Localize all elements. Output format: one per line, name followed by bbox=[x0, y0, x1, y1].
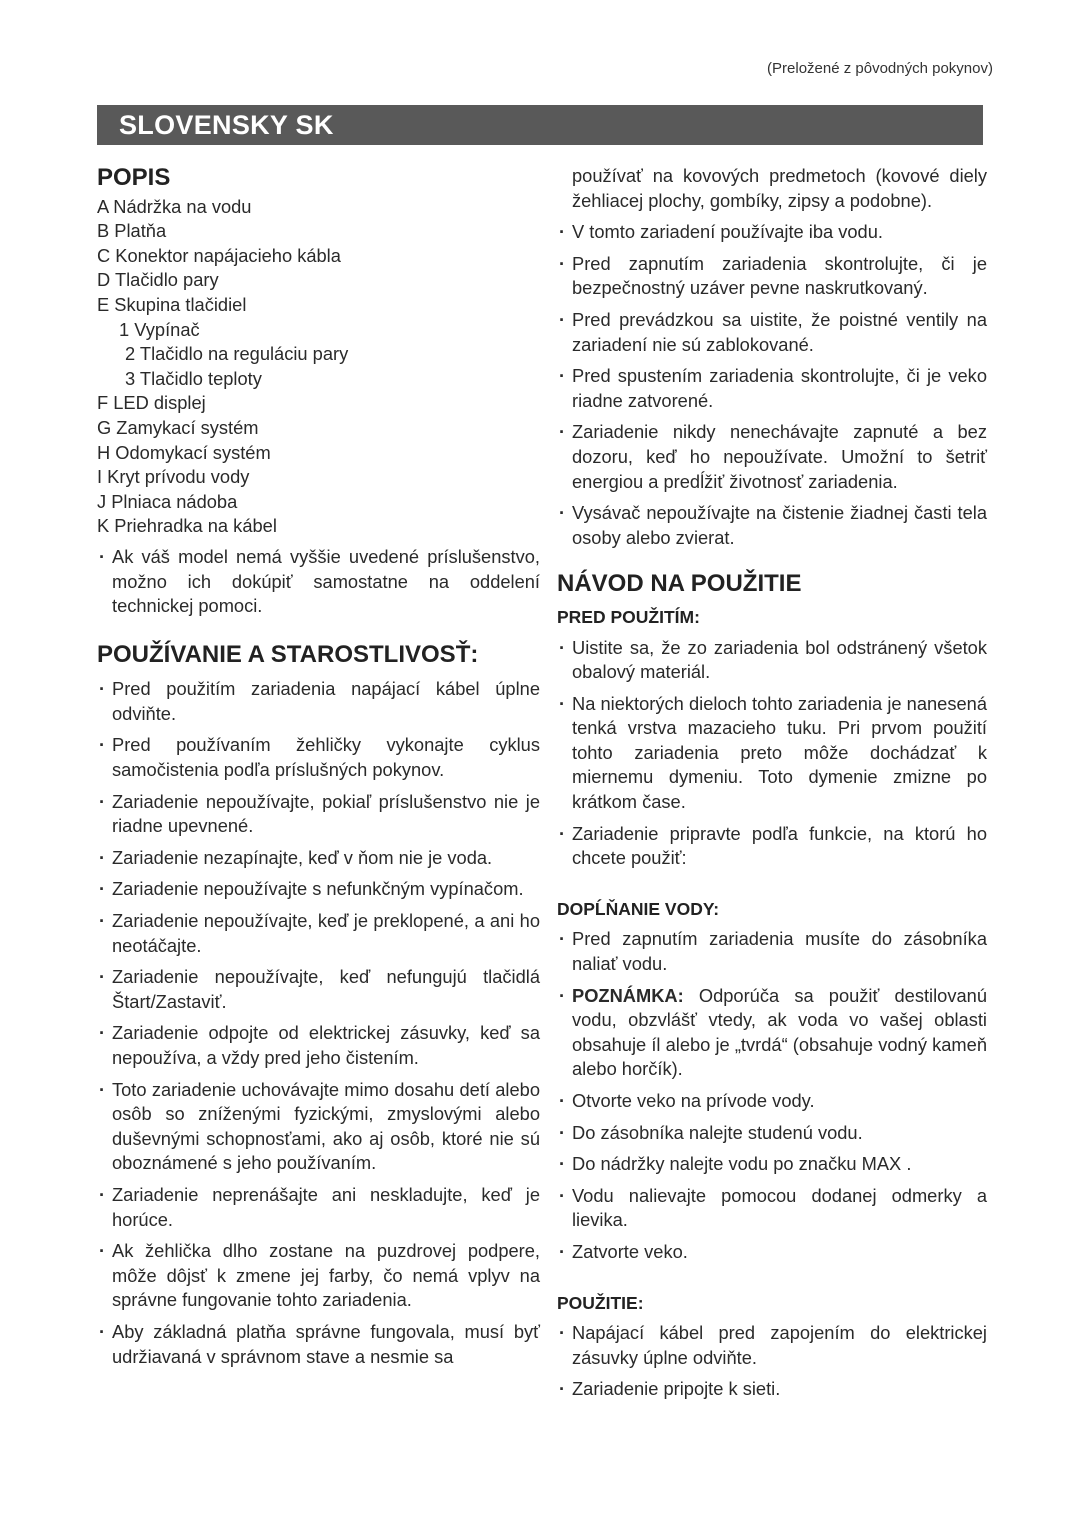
usage-item: · Zariadenie nikdy nenechávajte zapnuté a bez dozoru, keď ho nepoužívate. Umožní to šetriť energiou a predĺžiť životnosť zariadenia. bbox=[557, 420, 987, 494]
usage-item: · Pred spustením zariadenia skontrolujte, či je veko riadne zatvorené. bbox=[557, 364, 987, 413]
part-item: G Zamykací systém bbox=[97, 416, 259, 438]
usage-item: · Zariadenie nepoužívajte s nefunkčným vypínačom. bbox=[97, 877, 540, 902]
usage-item: · Pred používaním žehličky vykonajte cyklus samočistenia podľa príslušných pokynov. bbox=[97, 733, 540, 782]
usage-item: · Pred použitím zariadenia napájací kábel úplne odviňte. bbox=[97, 677, 540, 726]
part-subitem: 1 Vypínač bbox=[119, 318, 200, 340]
usage-item: · Pred zapnutím zariadenia skontrolujte, či je bezpečnostný uzáver pevne naskrutkovaný. bbox=[557, 252, 987, 301]
part-item: C Konektor napájacieho kábla bbox=[97, 244, 341, 266]
part-item: H Odomykací systém bbox=[97, 441, 271, 463]
usage-item: · Zariadenie nepoužívajte, keď je preklopené, a ani ho neotáčajte. bbox=[97, 909, 540, 958]
use-list bbox=[557, 1321, 987, 1402]
use-item: · Zariadenie pripojte k sieti. bbox=[557, 1377, 987, 1402]
usage-continuation: používať na kovových predmetoch (kovové diely žehliacej plochy, gombíky, zipsy a podobne). bbox=[572, 165, 987, 211]
before-use-item: · Uistite sa, že zo zariadenia bol odstránený všetok obalový materiál. bbox=[557, 636, 987, 685]
usage-item: · Zariadenie nepoužívajte, keď nefungujú tlačidlá Štart/Zastaviť. bbox=[97, 965, 540, 1014]
filling-list bbox=[557, 1089, 987, 1265]
part-item: K Priehradka na kábel bbox=[97, 515, 277, 537]
language-title: SLOVENSKY SK bbox=[119, 110, 334, 140]
part-subitem: 3 Tlačidlo teploty bbox=[125, 367, 262, 389]
popis-heading: POPIS bbox=[97, 164, 171, 191]
note-label: POZNÁMKA: bbox=[572, 984, 684, 1006]
parts-list bbox=[97, 195, 540, 539]
right-column bbox=[557, 164, 987, 1409]
part-subitem: 2 Tlačidlo na reguláciu pary bbox=[125, 343, 349, 365]
part-item: A Nádržka na vodu bbox=[97, 195, 252, 217]
part-item: J Plniaca nádoba bbox=[97, 490, 238, 512]
before-use-heading: PRED POUŽITÍM: bbox=[557, 606, 700, 627]
usage-item: · Zariadenie odpojte od elektrickej zásuvky, keď sa nepoužíva, a vždy pred jeho čistením. bbox=[97, 1021, 540, 1070]
usage-item: · Zariadenie nepoužívajte, pokiaľ príslušenstvo nie je riadne upevnené. bbox=[97, 790, 540, 839]
usage-item: · Vysávač nepoužívajte na čistenie žiadnej časti tela osoby alebo zvierat. bbox=[557, 501, 987, 550]
note-text: Odporúča sa použiť destilovanú vodu, obzvlášť vtedy, ak voda vo vašej oblasti obsahuje íl alebo je „tvrdá“ (obsahuje vodný kameň alebo horčík). bbox=[572, 984, 987, 1080]
part-item: I Kryt prívodu vody bbox=[97, 466, 250, 488]
usage-item: · Zariadenie neprenášajte ani neskladujte, keď je horúce. bbox=[97, 1183, 540, 1232]
part-item: F LED displej bbox=[97, 392, 206, 414]
usage-item: · V tomto zariadení používajte iba vodu. bbox=[557, 220, 987, 245]
usage-item: · Ak žehlička dlho zostane na puzdrovej podpere, môže dôjsť k zmene jej farby, čo nemá vplyv na správne fungovanie tohto zariadenia. bbox=[97, 1239, 540, 1313]
left-column bbox=[97, 166, 540, 1376]
translation-note: (Preložené z pôvodných pokynov) bbox=[767, 60, 993, 77]
filling-item: · Otvorte veko na prívode vody. bbox=[557, 1089, 987, 1114]
part-item: D Tlačidlo pary bbox=[97, 269, 219, 291]
usage-item: · Pred prevádzkou sa uistite, že poistné ventily na zariadení nie sú zablokované. bbox=[557, 308, 987, 357]
usage-heading: POUŽÍVANIE A STAROSTLIVOSŤ: bbox=[97, 640, 479, 668]
usage-item: · Aby základná platňa správne fungovala, musí byť udržiavaná v správnom stave a nesmie sa bbox=[97, 1320, 540, 1369]
usage-item: · Toto zariadenie uchovávajte mimo dosahu detí alebo osôb so zníženými fyzickými, zmyslovými alebo duševnými schopnosťami, ako aj osôb, ktoré nie sú oboznámené s jeho používaním. bbox=[97, 1078, 540, 1176]
before-use-list bbox=[557, 636, 987, 871]
part-item: B Platňa bbox=[97, 220, 167, 242]
filling-item: · Pred zapnutím zariadenia musíte do zásobníka naliať vodu. bbox=[557, 927, 987, 976]
filling-heading: DOPĹŇANIE VODY: bbox=[557, 898, 720, 919]
part-item: E Skupina tlačidiel bbox=[97, 293, 247, 315]
before-use-item: · Na niektorých dieloch tohto zariadenia je nanesená tenká vrstva mazacieho tuku. Pri prvom použití tohto zariadenia preto môže dochádzať k miernemu dymeniu. Toto dymenie zmizne po krátkom čase. bbox=[557, 692, 987, 815]
filling-item: · Do zásobníka nalejte studenú vodu. bbox=[557, 1121, 987, 1146]
before-use-item: · Zariadenie pripravte podľa funkcie, na ktorú ho chcete použiť: bbox=[557, 822, 987, 871]
usage-list bbox=[97, 677, 540, 1369]
filling-item: · Zatvorte veko. bbox=[557, 1240, 987, 1265]
filling-item: · Vodu nalievajte pomocou dodanej odmerky a lievika. bbox=[557, 1184, 987, 1233]
use-item: · Napájací kábel pred zapojením do elektrickej zásuvky úplne odviňte. bbox=[557, 1321, 987, 1370]
filling-note bbox=[557, 984, 987, 1082]
use-heading: POUŽITIE: bbox=[557, 1292, 644, 1313]
filling-item: · Do nádržky nalejte vodu po značku MAX . bbox=[557, 1152, 987, 1177]
instructions-heading: NÁVOD NA POUŽITIE bbox=[557, 570, 802, 598]
language-header-bar bbox=[97, 105, 983, 145]
usage-item: · Zariadenie nezapínajte, keď v ňom nie je voda. bbox=[97, 846, 540, 871]
accessory-note: · Ak váš model nemá vyššie uvedené príslušenstvo, možno ich dokúpiť samostatne na oddelení technickej pomoci. bbox=[97, 545, 540, 619]
usage-list-continued bbox=[557, 220, 987, 550]
